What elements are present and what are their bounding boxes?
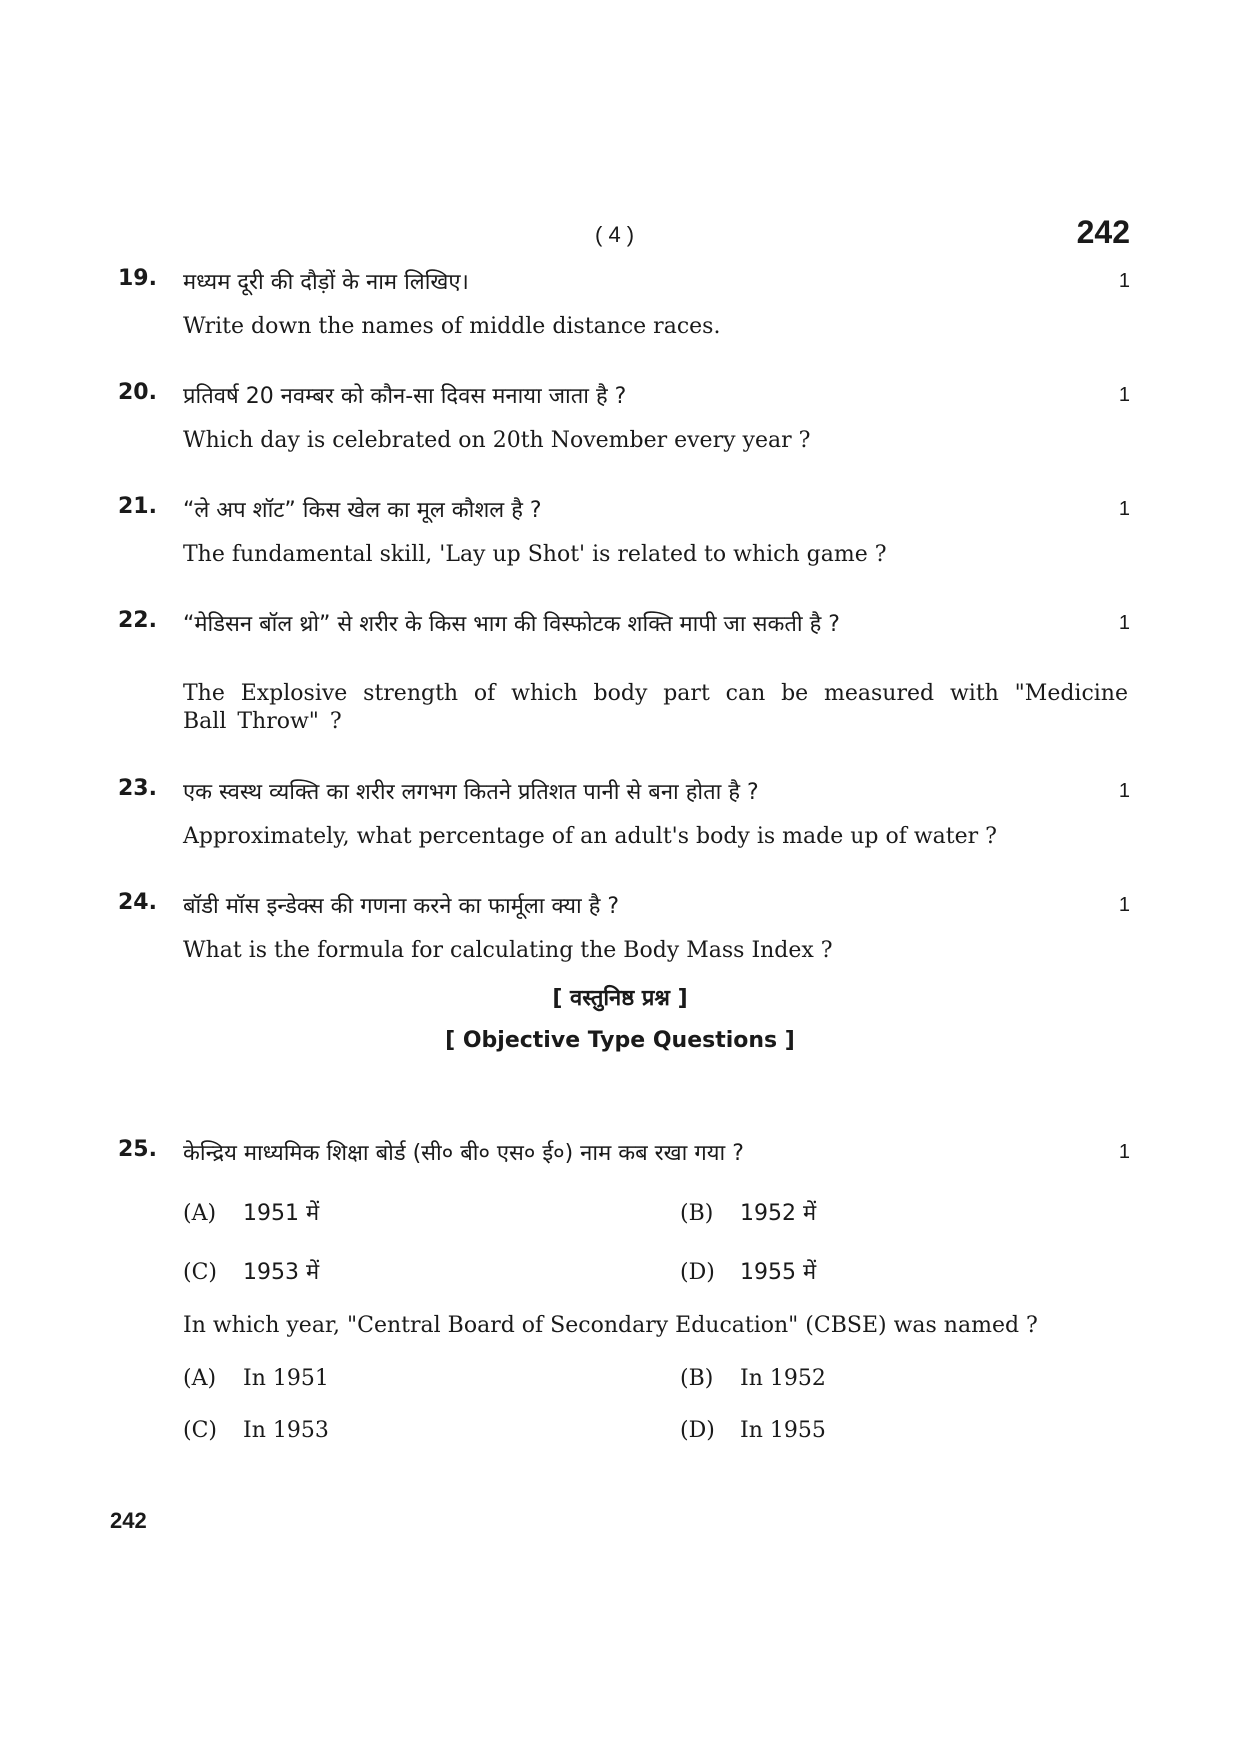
option-label: (B) [680, 1366, 714, 1391]
section-heading-hindi: [ वस्तुनिष्ठ प्रश्न ] [552, 986, 688, 1011]
option-c-hindi [183, 1256, 319, 1286]
question-text-english: The Explosive strength of which body part can be measured with "Medicine Ball Throw" ? [183, 681, 1128, 734]
option-label: (D) [680, 1418, 715, 1443]
option-d-hindi [680, 1256, 816, 1286]
question-text-hindi: बॉडी मॉस इन्डेक्स की गणना करने का फार्मूला क्या है ? [183, 894, 620, 919]
option-a-hindi [183, 1197, 319, 1227]
question-text-hindi: “मेडिसन बॉल थ्रो” से शरीर के किस भाग की विस्फोटक शक्ति मापी जा सकती है ? [183, 612, 840, 637]
question-text-hindi: मध्यम दूरी की दौड़ों के नाम लिखिए। [183, 270, 469, 295]
question-text-english: Write down the names of middle distance races. [183, 314, 721, 339]
question-marks: 1 [1118, 612, 1130, 634]
option-text: In 1953 [243, 1418, 329, 1443]
option-label: (D) [680, 1260, 715, 1285]
option-text: In 1952 [740, 1366, 826, 1391]
option-c-english [183, 1418, 329, 1443]
question-text-hindi: एक स्वस्थ व्यक्ति का शरीर लगभग कितने प्रतिशत पानी से बना होता है ? [183, 780, 759, 805]
question-text-english: In which year, "Central Board of Secondary Education" (CBSE) was named ? [183, 1313, 1038, 1338]
question-number: 25. [118, 1137, 157, 1162]
option-label: (A) [183, 1201, 217, 1226]
question-number: 23. [118, 776, 157, 801]
section-heading-english: [ Objective Type Questions ] [445, 1028, 795, 1053]
question-number: 19. [118, 266, 157, 291]
option-label: (C) [183, 1418, 217, 1443]
question-marks: 1 [1118, 780, 1130, 802]
question-text-hindi: प्रतिवर्ष 20 नवम्बर को कौन-सा दिवस मनाया जाता है ? [183, 384, 627, 409]
question-text-english: The fundamental skill, 'Lay up Shot' is related to which game ? [183, 542, 887, 567]
option-text: In 1951 [243, 1366, 329, 1391]
option-a-english [183, 1366, 329, 1391]
option-label: (C) [183, 1260, 217, 1285]
question-marks: 1 [1118, 498, 1130, 520]
question-number: 24. [118, 890, 157, 915]
question-number: 21. [118, 494, 157, 519]
question-text-hindi: केन्द्रिय माध्यमिक शिक्षा बोर्ड (सी० बी० एस० ई०) नाम कब रखा गया ? [183, 1141, 744, 1166]
option-text: 1951 में [243, 1201, 320, 1226]
question-number: 22. [118, 608, 157, 633]
paper-code-bottom: 242 [110, 1508, 147, 1533]
option-label: (A) [183, 1366, 217, 1391]
option-b-english [680, 1366, 826, 1391]
question-text-english: What is the formula for calculating the Body Mass Index ? [183, 938, 833, 963]
option-d-english [680, 1418, 826, 1443]
question-marks: 1 [1118, 270, 1130, 292]
question-marks: 1 [1118, 1141, 1130, 1163]
question-text-hindi: “ले अप शॉट” किस खेल का मूल कौशल है ? [183, 498, 542, 523]
option-text: 1953 में [243, 1260, 320, 1285]
question-marks: 1 [1118, 894, 1130, 916]
option-text: 1952 में [740, 1201, 817, 1226]
option-label: (B) [680, 1201, 714, 1226]
question-marks: 1 [1118, 384, 1130, 406]
paper-code-top: 242 [1076, 214, 1130, 250]
page-number: ( 4 ) [595, 222, 635, 247]
option-text: 1955 में [740, 1260, 817, 1285]
question-text-english: Approximately, what percentage of an adult's body is made up of water ? [183, 824, 997, 849]
option-text: In 1955 [740, 1418, 826, 1443]
option-b-hindi [680, 1197, 816, 1227]
question-text-english: Which day is celebrated on 20th November every year ? [183, 428, 811, 453]
question-number: 20. [118, 380, 157, 405]
